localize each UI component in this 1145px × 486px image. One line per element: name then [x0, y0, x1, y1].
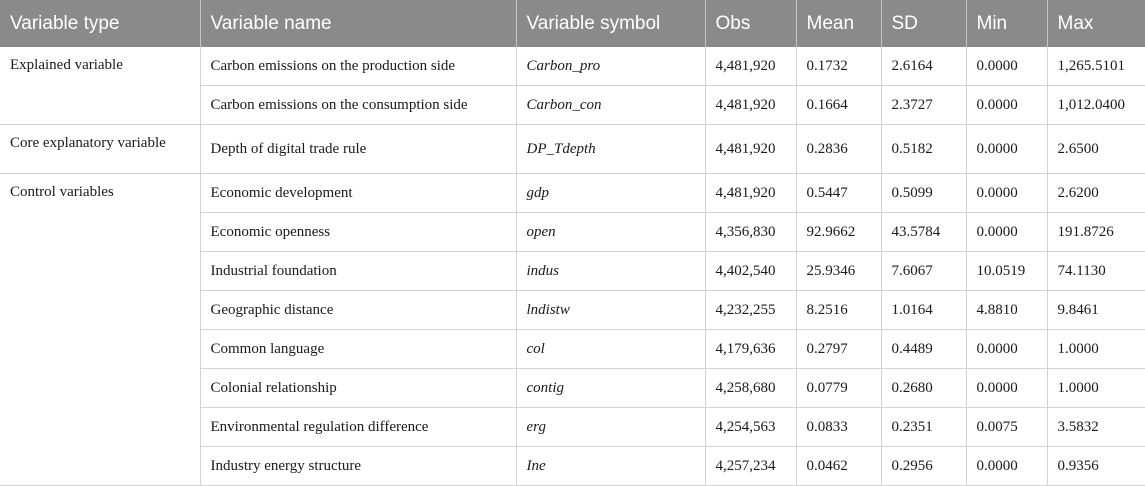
min-cell: 0.0000	[966, 174, 1047, 213]
variable-type-cell: Explained variable	[0, 47, 200, 125]
max-cell: 1,265.5101	[1047, 47, 1145, 86]
variable-symbol-cell: Ine	[516, 447, 705, 486]
min-cell: 0.0000	[966, 47, 1047, 86]
obs-cell: 4,481,920	[705, 174, 796, 213]
obs-cell: 4,258,680	[705, 369, 796, 408]
mean-cell: 0.0779	[796, 369, 881, 408]
max-cell: 9.8461	[1047, 291, 1145, 330]
variable-symbol-cell: lndistw	[516, 291, 705, 330]
obs-cell: 4,232,255	[705, 291, 796, 330]
min-cell: 0.0000	[966, 213, 1047, 252]
variable-type-cell: Control variables	[0, 174, 200, 486]
header-row	[0, 0, 1145, 47]
obs-cell: 4,179,636	[705, 330, 796, 369]
max-cell: 1.0000	[1047, 330, 1145, 369]
mean-cell: 0.0833	[796, 408, 881, 447]
sd-cell: 0.5182	[881, 125, 966, 174]
mean-cell: 92.9662	[796, 213, 881, 252]
sd-cell: 0.4489	[881, 330, 966, 369]
table-row	[0, 47, 1145, 86]
sd-cell: 0.2956	[881, 447, 966, 486]
variable-name-cell: Environmental regulation difference	[200, 408, 516, 447]
obs-cell: 4,254,563	[705, 408, 796, 447]
variable-name-cell: Colonial relationship	[200, 369, 516, 408]
mean-cell: 25.9346	[796, 252, 881, 291]
mean-cell: 0.0462	[796, 447, 881, 486]
variable-name-cell: Industry energy structure	[200, 447, 516, 486]
obs-cell: 4,257,234	[705, 447, 796, 486]
variable-symbol-cell: DP_Tdepth	[516, 125, 705, 174]
min-cell: 0.0000	[966, 125, 1047, 174]
variable-name-cell: Geographic distance	[200, 291, 516, 330]
sd-cell: 43.5784	[881, 213, 966, 252]
sd-cell: 2.6164	[881, 47, 966, 86]
header-variable-type: Variable type	[0, 0, 200, 47]
table-row	[0, 125, 1145, 174]
variable-name-cell: Depth of digital trade rule	[200, 125, 516, 174]
table-body	[0, 47, 1145, 486]
min-cell: 10.0519	[966, 252, 1047, 291]
variable-symbol-cell: indus	[516, 252, 705, 291]
table-row	[0, 174, 1145, 213]
sd-cell: 2.3727	[881, 86, 966, 125]
min-cell: 0.0000	[966, 330, 1047, 369]
sd-cell: 0.2351	[881, 408, 966, 447]
sd-cell: 0.5099	[881, 174, 966, 213]
obs-cell: 4,356,830	[705, 213, 796, 252]
variable-symbol-cell: Carbon_pro	[516, 47, 705, 86]
obs-cell: 4,481,920	[705, 125, 796, 174]
variable-symbol-cell: open	[516, 213, 705, 252]
mean-cell: 0.5447	[796, 174, 881, 213]
max-cell: 3.5832	[1047, 408, 1145, 447]
variable-name-cell: Carbon emissions on the consumption side	[200, 86, 516, 125]
variable-name-cell: Economic development	[200, 174, 516, 213]
min-cell: 0.0000	[966, 86, 1047, 125]
sd-cell: 0.2680	[881, 369, 966, 408]
header-variable-name: Variable name	[200, 0, 516, 47]
variable-symbol-cell: contig	[516, 369, 705, 408]
max-cell: 2.6200	[1047, 174, 1145, 213]
header-mean: Mean	[796, 0, 881, 47]
max-cell: 2.6500	[1047, 125, 1145, 174]
sd-cell: 7.6067	[881, 252, 966, 291]
header-max: Max	[1047, 0, 1145, 47]
variable-symbol-cell: Carbon_con	[516, 86, 705, 125]
header-variable-symbol: Variable symbol	[516, 0, 705, 47]
mean-cell: 0.1732	[796, 47, 881, 86]
obs-cell: 4,402,540	[705, 252, 796, 291]
variable-name-cell: Common language	[200, 330, 516, 369]
variable-type-cell: Core explanatory variable	[0, 125, 200, 174]
min-cell: 0.0000	[966, 447, 1047, 486]
min-cell: 0.0000	[966, 369, 1047, 408]
header-obs: Obs	[705, 0, 796, 47]
max-cell: 0.9356	[1047, 447, 1145, 486]
variable-name-cell: Carbon emissions on the production side	[200, 47, 516, 86]
variable-name-cell: Industrial foundation	[200, 252, 516, 291]
header-sd: SD	[881, 0, 966, 47]
header-min: Min	[966, 0, 1047, 47]
sd-cell: 1.0164	[881, 291, 966, 330]
mean-cell: 8.2516	[796, 291, 881, 330]
min-cell: 0.0075	[966, 408, 1047, 447]
variable-symbol-cell: gdp	[516, 174, 705, 213]
max-cell: 191.8726	[1047, 213, 1145, 252]
variable-symbol-cell: col	[516, 330, 705, 369]
mean-cell: 0.2797	[796, 330, 881, 369]
variable-name-cell: Economic openness	[200, 213, 516, 252]
max-cell: 74.1130	[1047, 252, 1145, 291]
min-cell: 4.8810	[966, 291, 1047, 330]
obs-cell: 4,481,920	[705, 86, 796, 125]
max-cell: 1.0000	[1047, 369, 1145, 408]
variable-symbol-cell: erg	[516, 408, 705, 447]
max-cell: 1,012.0400	[1047, 86, 1145, 125]
mean-cell: 0.2836	[796, 125, 881, 174]
obs-cell: 4,481,920	[705, 47, 796, 86]
mean-cell: 0.1664	[796, 86, 881, 125]
